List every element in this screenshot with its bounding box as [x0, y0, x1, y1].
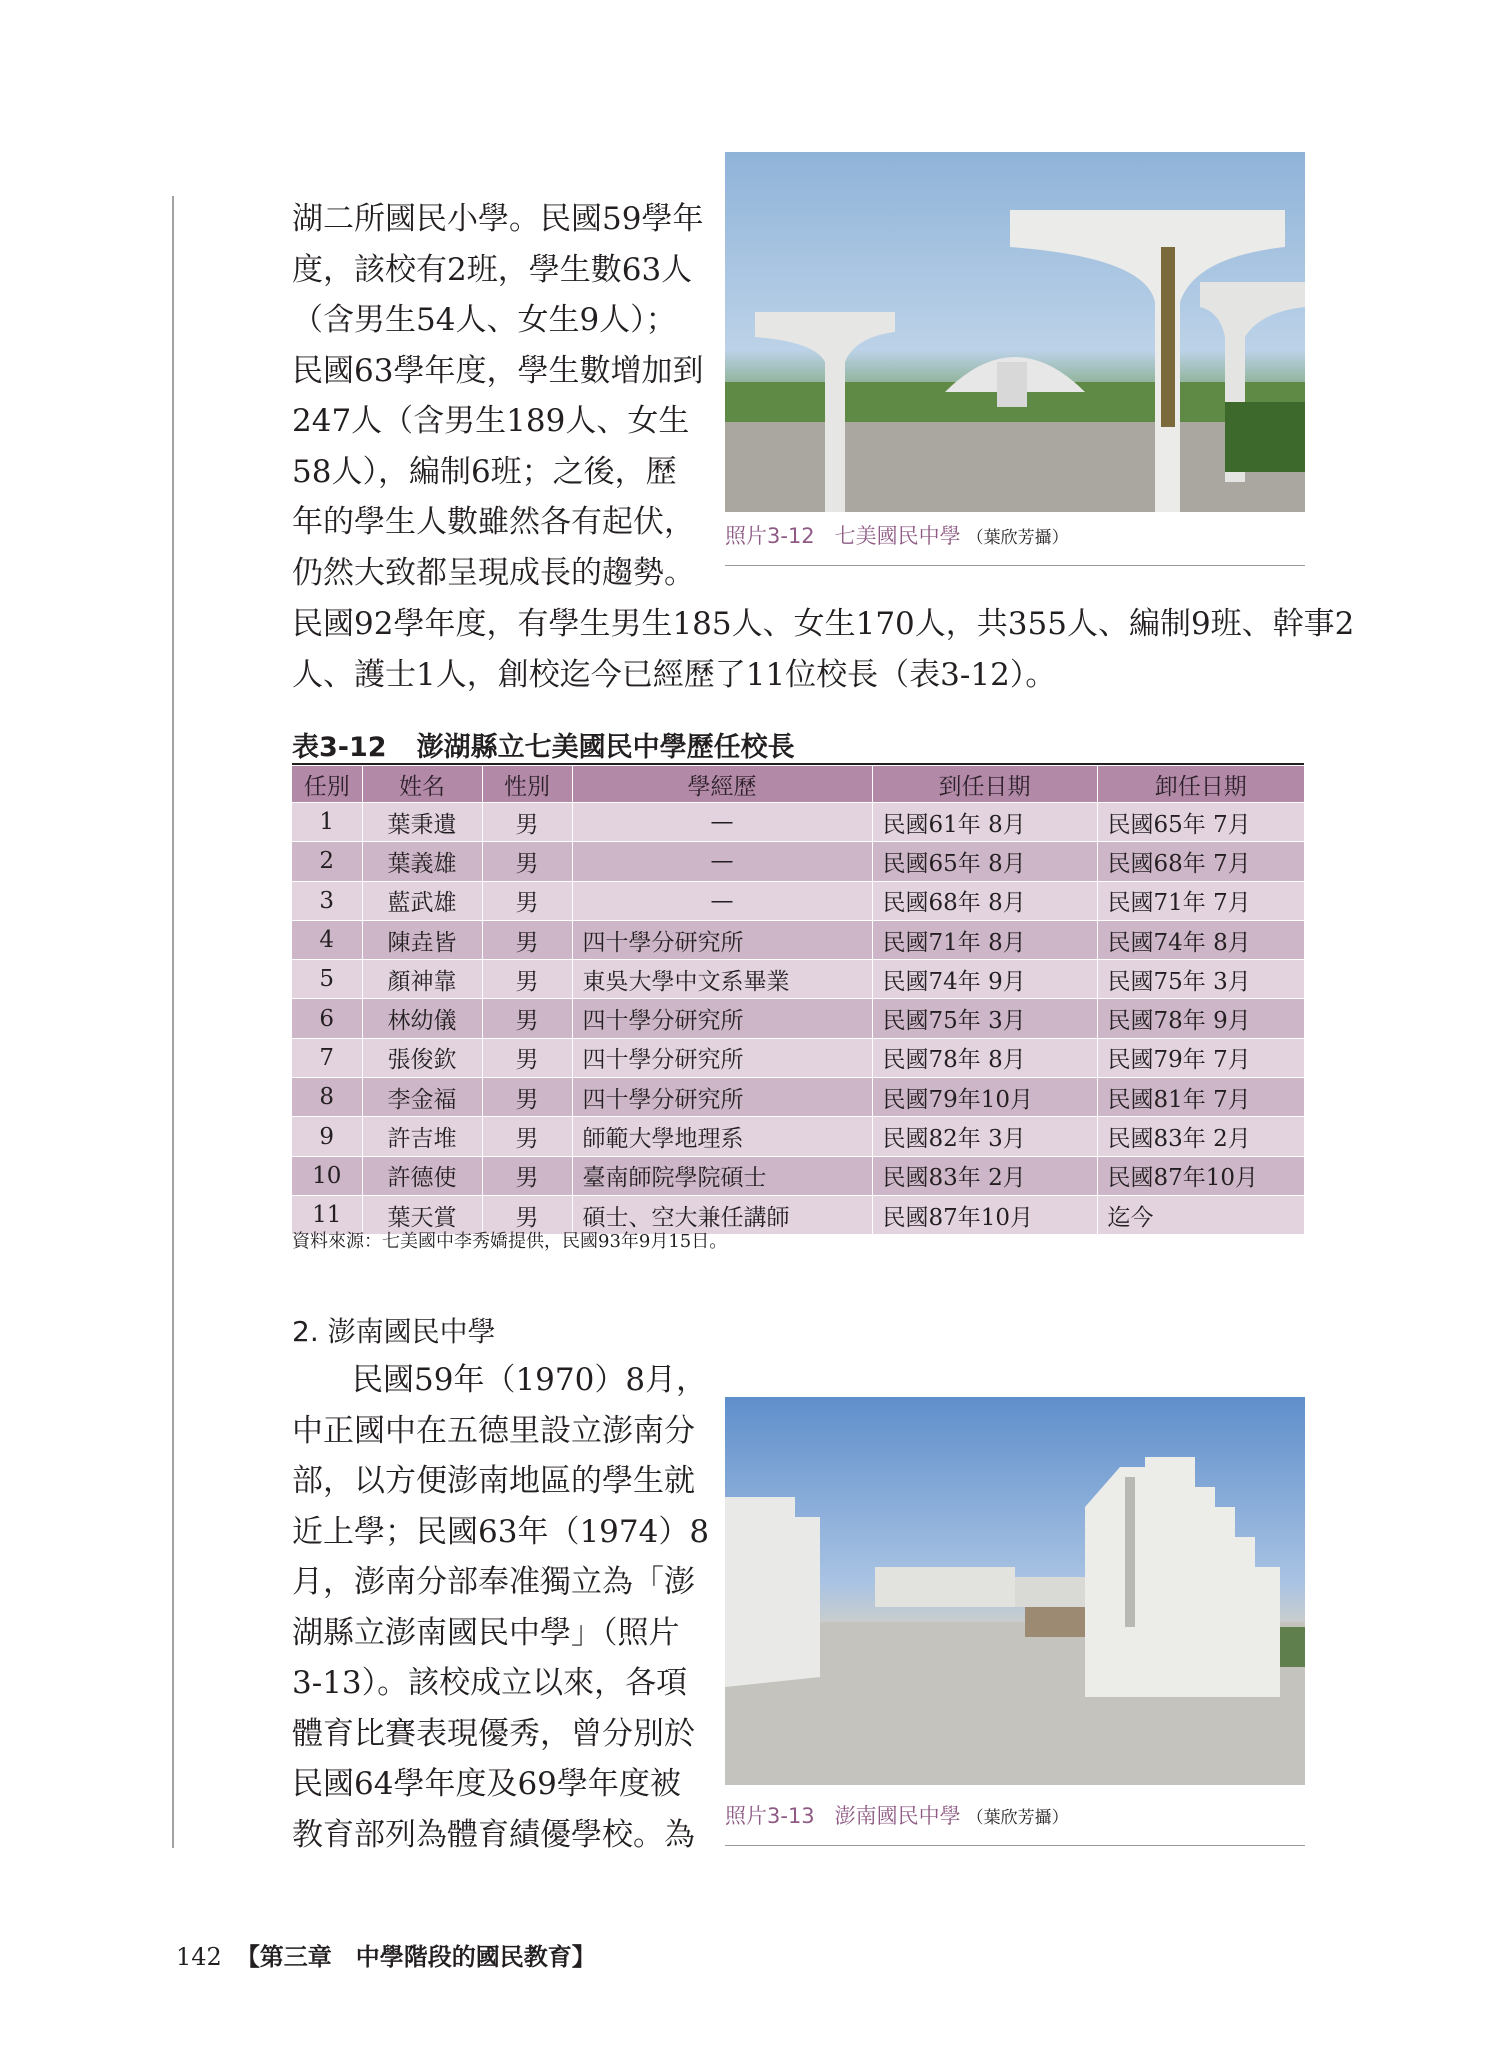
header-term: 任別: [292, 766, 362, 803]
photo-caption: [725, 1800, 1069, 1830]
paragraph-intro: 湖二所國民小學。民國59學年 度，該校有2班，學生數63人 （含男生54人、女生9人）； 民國63學年度，學生數增加到 247人（含男生189人、女生 58人），編制6班；之後，歷 年的學生人數雖然各有起伏， 仍然大致都呈現成長的趨勢。: [292, 201, 704, 591]
caption-label: 照片3-13: [725, 1804, 815, 1828]
table-row: 9 許吉堆 男 師範大學地理系 民國82年 3月 民國83年 2月: [292, 1117, 1304, 1156]
table-row: 6 林幼儀 男 四十學分研究所 民國75年 3月 民國78年 9月: [292, 999, 1304, 1038]
header-name: 姓名: [362, 766, 482, 803]
caption-rule: [725, 1845, 1305, 1846]
table-row: 2 葉義雄 男 — 民國65年 8月 民國68年 7月: [292, 842, 1304, 881]
photo-caption: [725, 520, 1069, 550]
caption-credit: （葉欣芳攝）: [966, 1808, 1069, 1828]
table-row: 1 葉秉遺 男 — 民國61年 8月 民國65年 7月: [292, 803, 1304, 842]
page-footer: [176, 1937, 596, 1972]
table-title: [292, 725, 795, 764]
header-background: 學經歷: [572, 766, 872, 803]
caption-credit: （葉欣芳攝）: [966, 528, 1069, 548]
header-end-date: 卸任日期: [1097, 766, 1304, 803]
section-heading: 2. 澎南國民中學: [292, 1315, 496, 1348]
table-source-note: 資料來源：七美國中李秀嬌提供，民國93年9月15日。: [292, 1231, 728, 1252]
caption-name: 澎南國民中學: [834, 1804, 961, 1828]
paragraph-enrollment: 民國92學年度，有學生男生185人、女生170人，共355人、編制9班、幹事2 人、護士1人，創校迄今已經歷了11位校長（表3-12）。: [292, 606, 1355, 693]
caption-rule: [725, 565, 1305, 566]
table-row: 11 葉天賞 男 碩士、空大兼任講師 民國87年10月 迄今: [292, 1195, 1304, 1234]
chapter-title: 【第三章 中學階段的國民教育】: [235, 1942, 596, 1971]
photo-pengnan-school-gate: [725, 1397, 1305, 1785]
caption-name: 七美國民中學: [834, 524, 961, 548]
table-row: 7 張俊欽 男 四十學分研究所 民國78年 8月 民國79年 7月: [292, 1038, 1304, 1077]
photo-qimei-school-gate: [725, 152, 1305, 512]
table-name: 澎湖縣立七美國民中學歷任校長: [416, 732, 795, 763]
header-gender: 性別: [482, 766, 572, 803]
caption-label: 照片3-12: [725, 524, 815, 548]
paragraph-pengnan: 民國59年（1970）8月， 中正國中在五德里設立澎南分 部，以方便澎南地區的學生就 近上學；民國63年（1974）8 月，澎南分部奉准獨立為「澎 湖縣立澎南國民中學」（照片 3-13）。該校成立以來，各項 體育比賽表現優秀，曾分別於 民國64學年度及69學年度被 教育部列為體育績優學校。為: [292, 1362, 710, 1853]
page-number: 142: [176, 1943, 222, 1971]
table-header-row: [292, 766, 1304, 803]
table-row: 10 許德使 男 臺南師院學院碩士 民國83年 2月 民國87年10月: [292, 1156, 1304, 1195]
table-row: 3 藍武雄 男 — 民國68年 8月 民國71年 7月: [292, 881, 1304, 920]
margin-rule: [172, 196, 174, 1848]
principals-table: [292, 766, 1304, 1234]
table-row: 8 李金福 男 四十學分研究所 民國79年10月 民國81年 7月: [292, 1078, 1304, 1117]
table-row: 4 陳垚皆 男 四十學分研究所 民國71年 8月 民國74年 8月: [292, 920, 1304, 959]
header-start-date: 到任日期: [872, 766, 1097, 803]
table-top-rule: [292, 763, 1304, 765]
table-label: 表3-12: [292, 732, 387, 763]
table-row: 5 顏神靠 男 東吳大學中文系畢業 民國74年 9月 民國75年 3月: [292, 960, 1304, 999]
